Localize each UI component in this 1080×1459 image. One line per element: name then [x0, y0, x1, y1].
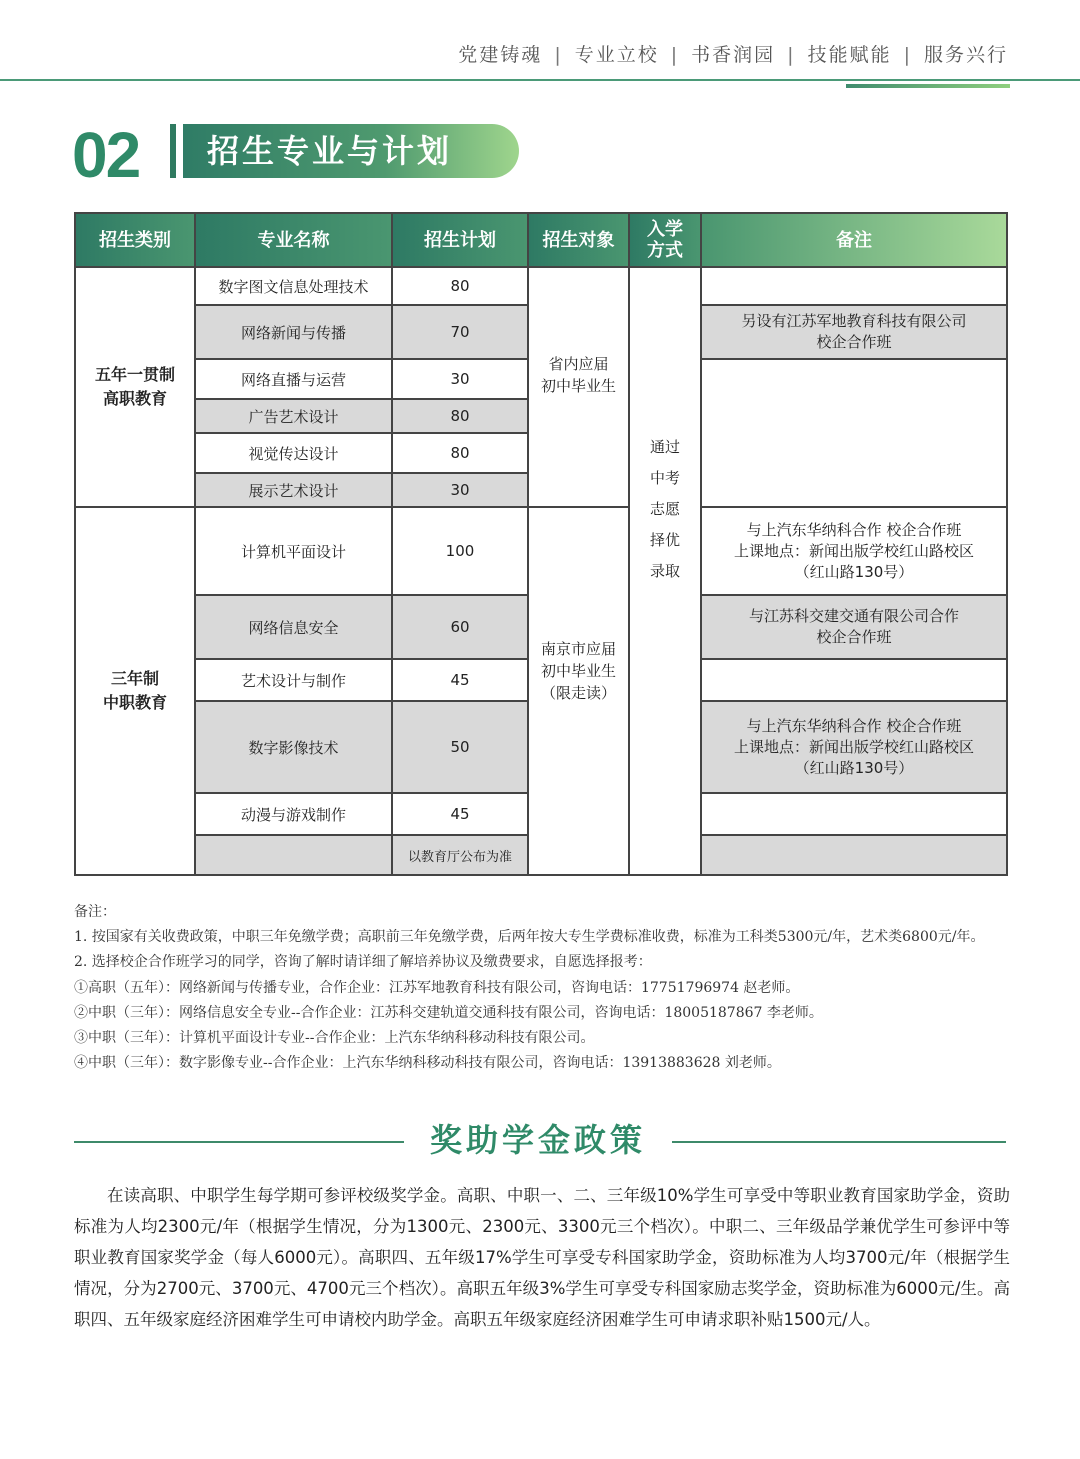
major-cell: 数字图文信息处理技术 [195, 267, 392, 305]
header-method [629, 213, 701, 267]
note-item: ③中职（三年）：计算机平面设计专业--合作企业：上汽东华纳科移动科技有限公司。 [74, 1030, 595, 1047]
plan-cell: 100 [392, 507, 528, 595]
nav-separator: | [903, 44, 912, 66]
major-cell: 视觉传达设计 [195, 433, 392, 473]
major-cell [195, 835, 392, 875]
note-item: 1. 按国家有关收费政策，中职三年免缴学费；高职前三年免缴学费，后两年按大专生学费标准收费，标准为工科类5300元/年，艺术类6800元/年。 [74, 929, 985, 946]
major-cell: 网络信息安全 [195, 595, 392, 659]
remark-text: 与江苏科交建交通有限公司合作 校企合作班 [748, 607, 959, 646]
nav-item: 书香润园 [691, 44, 776, 66]
enrollment-plan-table [74, 212, 1008, 876]
category-label: 五年一贯制 高职教育 [94, 365, 175, 408]
remark-cell [701, 835, 1007, 875]
major-cell: 艺术设计与制作 [195, 659, 392, 701]
table-row [75, 507, 1007, 595]
note-item: ①高职（五年）：网络新闻与传播专业，合作企业：江苏军地教育科技有限公司，咨询电话：17751796974 赵老师。 [74, 979, 800, 996]
plan-cell: 30 [392, 473, 528, 507]
plan-cell: 80 [392, 399, 528, 433]
major-cell: 数字影像技术 [195, 701, 392, 793]
header-major: 专业名称 [195, 213, 392, 267]
header-target: 招生对象 [528, 213, 629, 267]
table-header-row [75, 213, 1007, 267]
table-row [75, 267, 1007, 305]
section-title-bar [170, 124, 176, 178]
remark-cell [701, 359, 1007, 507]
remark-text: 另设有江苏军地教育科技有限公司 校企合作班 [741, 312, 967, 351]
remark-cell [701, 305, 1007, 359]
note-item: 2. 选择校企合作班学习的同学，咨询了解时请详细了解培养协议及缴费要求，自愿选择报考： [74, 954, 652, 971]
scholarship-title: 奖助学金政策 [429, 1121, 646, 1159]
remark-cell [701, 701, 1007, 793]
header-remarks: 备注 [701, 213, 1007, 267]
plan-cell: 45 [392, 659, 528, 701]
nav-item: 党建铸魂 [458, 44, 543, 66]
major-cell: 计算机平面设计 [195, 507, 392, 595]
major-cell: 网络新闻与传播 [195, 305, 392, 359]
header-accent-bar [846, 84, 1010, 88]
remark-text: 与上汽东华纳科合作 校企合作班 上课地点：新闻出版学校红山路校区 （红山路130号） [733, 520, 974, 581]
subheading-divider-left [74, 1141, 404, 1143]
major-cell: 广告艺术设计 [195, 399, 392, 433]
nav-item: 技能赋能 [807, 44, 892, 66]
nav-separator: | [787, 44, 796, 66]
section-number: 02 [72, 119, 140, 191]
remark-cell [701, 793, 1007, 835]
method-label: 通过 中考 志愿 择优 录取 [649, 437, 680, 580]
notes-heading: 备注： [74, 904, 116, 920]
remark-cell [701, 267, 1007, 305]
header-plan: 招生计划 [392, 213, 528, 267]
remark-text: 与上汽东华纳科合作 校企合作班 上课地点：新闻出版学校红山路校区 （红山路130号） [733, 716, 974, 777]
plan-cell: 70 [392, 305, 528, 359]
notes-section [74, 900, 1014, 1076]
subheading-divider-right [672, 1141, 1006, 1143]
remark-cell [701, 659, 1007, 701]
plan-cell: 80 [392, 267, 528, 305]
method-cell [629, 267, 701, 875]
header-method-label: 入学方式 [647, 219, 683, 261]
remark-cell [701, 595, 1007, 659]
plan-cell: 45 [392, 793, 528, 835]
nav-separator: | [670, 44, 680, 66]
major-cell: 展示艺术设计 [195, 473, 392, 507]
top-navigation [458, 40, 1008, 67]
target-label: 南京市应届 初中毕业生 （限走读） [540, 640, 616, 702]
nav-item: 服务兴行 [923, 44, 1008, 66]
target-label: 省内应届 初中毕业生 [540, 355, 616, 395]
category-label: 三年制 中职教育 [102, 669, 167, 712]
note-item: ②中职（三年）：网络信息安全专业--合作企业：江苏科交建轨道交通科技有限公司，咨询电话：18005187867 李老师。 [74, 1004, 823, 1021]
plan-cell: 60 [392, 595, 528, 659]
major-cell: 网络直播与运营 [195, 359, 392, 399]
header-divider [0, 79, 1080, 81]
section-title: 招生专业与计划 [183, 124, 519, 178]
nav-item: 专业立校 [574, 44, 659, 66]
category-cell [75, 507, 195, 875]
scholarship-paragraph: 在读高职、中职学生每学期可参评校级奖学金。高职、中职一、二、三年级10%学生可享受中等职业教育国家助学金，资助标准为人均2300元/年（根据学生情况，分为1300元、2300元、3300元三个档次）。中职二、三年级品学兼优学生可参评中等职业教育国家奖学金（每人6000元）。高职四、五年级17%学生可享受专科国家助学金，资助标准为人均3700元/年（根据学生情况，分为2700元、3700元、4700元三个档次）。高职五年级3%学生可享受专科国家励志奖学金，资助标准为6000元/生。高职四、五年级家庭经济困难学生可申请校内助学金。高职五年级家庭经济困难学生可申请求职补贴1500元/人。 [74, 1186, 1010, 1329]
plan-cell: 50 [392, 701, 528, 793]
plan-cell: 30 [392, 359, 528, 399]
major-cell: 动漫与游戏制作 [195, 793, 392, 835]
category-cell [75, 267, 195, 507]
note-item: ④中职（三年）：数字影像专业--合作企业：上汽东华纳科移动科技有限公司，咨询电话：13913883628 刘老师。 [74, 1055, 781, 1072]
plan-cell: 80 [392, 433, 528, 473]
target-cell [528, 267, 629, 507]
header-category: 招生类别 [75, 213, 195, 267]
nav-separator: | [554, 44, 563, 66]
plan-cell: 以教育厅公布为准 [392, 835, 528, 875]
remark-cell [701, 507, 1007, 595]
target-cell [528, 507, 629, 875]
